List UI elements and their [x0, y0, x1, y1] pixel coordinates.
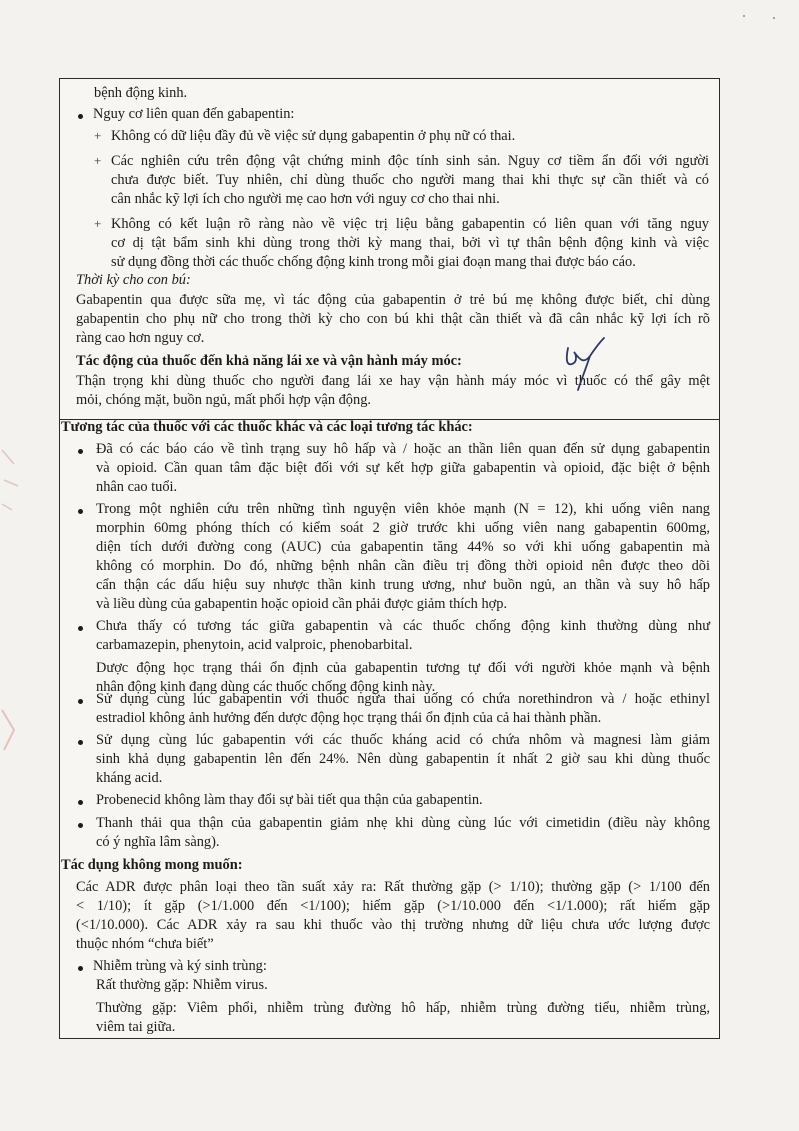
text-line: Gabapentin qua được sữa mẹ, vì tác động của gabapentin ở trẻ bú mẹ không được biết, chỉ dùng [76, 292, 710, 308]
text-line: Chưa thấy có tương tác giữa gabapentin và các thuốc chống động kinh thường dùng như [96, 618, 710, 634]
subheading: Nhiễm trùng và ký sinh trùng: [93, 958, 267, 974]
text-line: diện tích dưới đường cong (AUC) của gabapentin tăng 44% so với khi uống gabapentin mà [96, 539, 710, 555]
text-line: Sử dụng cùng lúc gabapentin với thuốc ngừa thai uống có chứa norethindron và / hoặc ethinyl [96, 691, 710, 707]
bullet-icon [78, 114, 83, 119]
risk-item: Không có kết luận rõ ràng nào về việc trị liệu bằng gabapentin có liên quan với tăng nguy [111, 216, 709, 232]
risk-item: Không có dữ liệu đầy đủ về việc sử dụng gabapentin ở phụ nữ có thai. [111, 128, 516, 144]
text-line: Thường gặp: Viêm phổi, nhiễm trùng đường hô hấp, nhiễm trùng đường tiểu, nhiễm trùng, [96, 1000, 710, 1016]
text-line: nhân động kinh đang dùng các thuốc chống động kinh này. [96, 679, 436, 695]
risk-item-cont: chưa được biết. Tuy nhiên, chỉ dùng thuốc cho người mang thai khi thực sự cần thiết và có [111, 172, 709, 188]
bullet-icon [78, 509, 83, 514]
risk-item-cont: cân nhắc kỹ lợi ích cho người mẹ cao hơn với nguy cơ cho thai nhi. [111, 191, 500, 207]
text-line: Sử dụng cùng lúc gabapentin với các thuốc kháng acid có chứa nhôm và magnesi làm giảm [96, 732, 710, 748]
risk-item-cont: cơ dị tật bẩm sinh khi dùng trong thời kỳ mang thai, bởi vì tự thân bệnh động kinh và việc [111, 235, 709, 251]
text-line: gabapentin cho phụ nữ cho trong thời kỳ cho con bú khi thật cần thiết và đã cân nhắc kỹ lợi ích rõ [76, 311, 710, 327]
text-line: carbamazepin, phenytoin, acid valproic, phenobarbital. [96, 637, 413, 653]
text-line: mỏi, chóng mặt, buồn ngủ, mất phối hợp vận động. [76, 392, 371, 408]
scan-mark-decoration [740, 8, 780, 24]
text-line: morphin 60mg phóng thích có kiểm soát 2 giờ trước khi uống viên nang gabapentin 600mg, [96, 520, 710, 536]
bullet-icon [78, 823, 83, 828]
plus-icon: + [94, 216, 102, 231]
interactions-heading: Tương tác của thuốc với các thuốc khác và các loại tương tác khác: [61, 419, 473, 435]
bullet-icon [78, 966, 83, 971]
bullet-icon [78, 699, 83, 704]
breastfeeding-heading: Thời kỳ cho con bú: [76, 272, 191, 288]
text-line: cẩn thận các dấu hiệu suy nhược thần kinh trung ương, như buồn ngủ, an thần và suy hô hấp [96, 577, 710, 593]
text-line: có ý nghĩa lâm sàng). [96, 834, 220, 850]
text-line: (<1/10.000). Các ADR xảy ra sau khi thuốc vào thị trường nhưng dữ liệu chưa ước lượng được [76, 917, 710, 933]
text-line: Trong một nghiên cứu trên những tình nguyện viên khỏe mạnh (N = 12), khi uống viên nang [96, 501, 710, 517]
text-line: và opioid. Cần quan tâm đặc biệt đối với sự kết hợp giữa gabapentin và opioid, đặc biệt ở bệnh [96, 460, 710, 476]
text-line: estradiol không ảnh hưởng đến dược động học trạng thái ổn định của cả hai thành phần. [96, 710, 602, 726]
scan-mark-decoration [0, 440, 30, 530]
risk-item: Các nghiên cứu trên động vật chứng minh độc tính sinh sản. Nguy cơ tiềm ẩn đối với người [111, 153, 709, 169]
driving-heading: Tác động của thuốc đến khả năng lái xe và vận hành máy móc: [76, 353, 462, 369]
text-line: thuộc nhóm “chưa biết” [76, 936, 214, 952]
bullet-icon [78, 449, 83, 454]
text-line: Thanh thải qua thận của gabapentin giảm nhẹ khi dùng cùng lúc với cimetidin (điều này không [96, 815, 710, 831]
plus-icon: + [94, 128, 102, 143]
adverse-heading: Tác dụng không mong muốn: [61, 857, 243, 873]
text-line: Probenecid không làm thay đổi sự bài tiết qua thận của gabapentin. [96, 792, 483, 808]
text-line: Dược động học trạng thái ổn định của gabapentin tương tự đối với người khỏe mạnh và bệnh [96, 660, 710, 676]
text-line: sinh khả dụng gabapentin lên đến 24%. Nên dùng gabapentin ít nhất 2 giờ sau khi dùng thuốc [96, 751, 710, 767]
bullet-icon [78, 626, 83, 631]
text-line: kháng acid. [96, 770, 163, 786]
text-line: Các ADR được phân loại theo tần suất xảy ra: Rất thường gặp (> 1/10); thường gặp (> 1/100 đến [76, 879, 710, 895]
text-line: < 1/10); ít gặp (>1/1.000 đến <1/100); hiếm gặp (>1/10.000 đến <1/1.000); rất hiếm gặp [76, 898, 710, 914]
risk-heading: Nguy cơ liên quan đến gabapentin: [93, 106, 295, 122]
text-line: viêm tai giữa. [96, 1019, 176, 1035]
plus-icon: + [94, 153, 102, 168]
scan-mark-decoration [0, 700, 24, 760]
text-line: Thận trọng khi dùng thuốc cho người đang lái xe hay vận hành máy móc vì thuốc có thể gây mệt [76, 373, 710, 389]
bullet-icon [78, 740, 83, 745]
bullet-icon [78, 800, 83, 805]
text-line: ràng cao hơn nguy cơ. [76, 330, 205, 346]
handwritten-signature [560, 334, 610, 392]
text-line: bệnh động kinh. [94, 85, 188, 101]
text-line: Rất thường gặp: Nhiễm virus. [96, 977, 268, 993]
text-line: nhân cao tuổi. [96, 479, 178, 495]
text-line: không có morphin. Do đó, những bệnh nhân cần điều trị đồng thời opioid nên được theo dõi [96, 558, 710, 574]
text-line: và liều dùng của gabapentin hoặc opioid cần phải được giảm thích hợp. [96, 596, 508, 612]
risk-item-cont: sử dụng đồng thời các thuốc chống động kinh trong mỗi giai đoạn mang thai được báo cáo. [111, 254, 636, 270]
text-line: Đã có các báo cáo về tình trạng suy hô hấp và / hoặc an thần liên quan đến sử dụng gabapentin [96, 441, 710, 457]
